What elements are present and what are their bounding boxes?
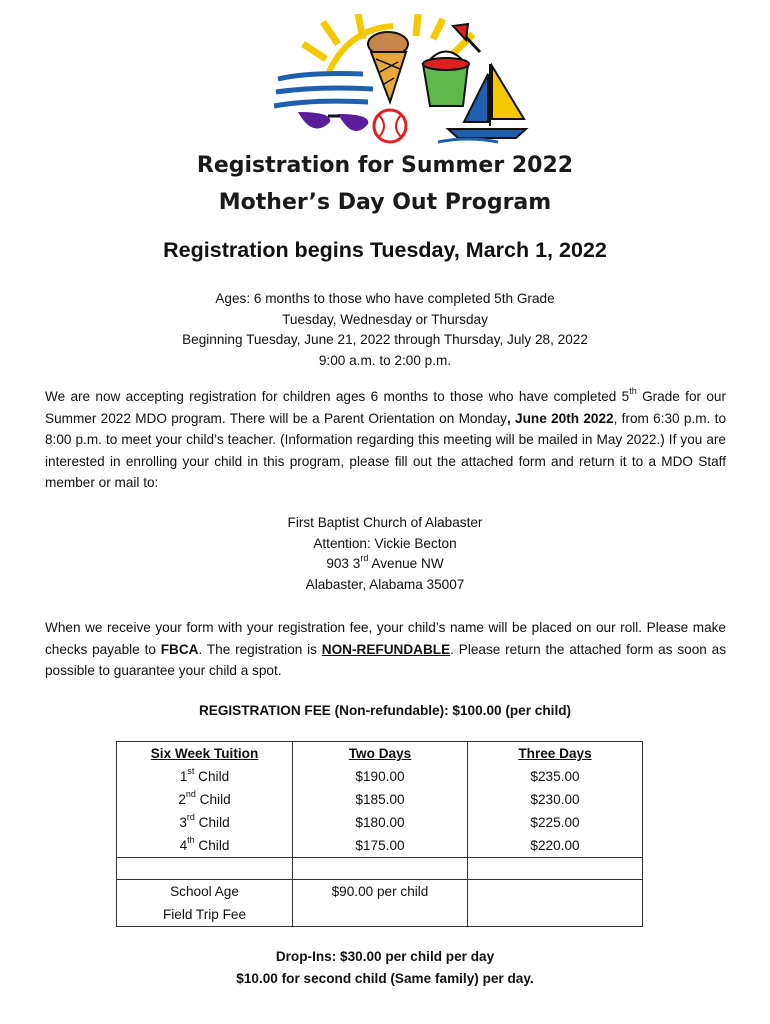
- three-days-price: $220.00: [530, 838, 580, 853]
- dates-text: Beginning Tuesday, June 21, 2022 through Thursday, July 28, 2022: [182, 332, 588, 347]
- three-days-price: $230.00: [530, 792, 580, 807]
- two-days-price: $185.00: [355, 792, 405, 807]
- ages-text: Ages: 6 months to those who have completed 5th Grade: [215, 291, 555, 306]
- header-three-days: Three Days: [518, 746, 592, 761]
- days-text: Tuesday, Wednesday or Thursday: [282, 311, 488, 327]
- summer-clipart: [268, 14, 530, 144]
- table-row: [117, 880, 643, 927]
- table-row: [117, 742, 643, 858]
- intro-text-2: Grade for our Summer 2022 MDO program. There will be a Parent Orientation on Monday: [45, 389, 727, 426]
- hours-text: 9:00 a.m. to 2:00 p.m.: [318, 352, 452, 368]
- page-title-line1: Registration for Summer 2022: [196, 153, 574, 178]
- header-six-week: Six Week Tuition: [150, 746, 259, 761]
- ice-cream-cone-icon: [368, 32, 408, 102]
- payment-text-2: . The registration is: [198, 641, 322, 657]
- address-line1: First Baptist Church of Alabaster: [287, 515, 483, 530]
- table-cell: [468, 742, 643, 858]
- payment-paragraph: [45, 617, 726, 682]
- table-cell: [117, 858, 293, 880]
- table-cell: [468, 880, 643, 927]
- tuition-table: [116, 741, 643, 927]
- row-label: 2nd Child: [178, 789, 231, 807]
- two-days-price: $175.00: [355, 838, 405, 853]
- address-line3: [0, 554, 770, 575]
- program-details: [0, 289, 770, 371]
- table-cell: [293, 858, 468, 880]
- registration-begins-heading: Registration begins Tuesday, March 1, 2022: [163, 238, 607, 262]
- two-days-price: $190.00: [355, 769, 405, 784]
- field-trip-fee: $90.00 per child: [331, 884, 429, 899]
- baseball-icon: [374, 110, 406, 142]
- table-row: [117, 858, 643, 880]
- field-trip-label-line1: School Age: [170, 884, 239, 899]
- field-trip-label-line2: Field Trip Fee: [162, 907, 247, 922]
- intro-sup: th: [629, 386, 637, 397]
- three-days-price: $235.00: [530, 769, 580, 784]
- page-title-line2: Mother’s Day Out Program: [218, 190, 552, 215]
- non-refundable-text: NON-REFUNDABLE: [321, 641, 451, 657]
- mailing-address: [0, 513, 770, 595]
- registration-fee: REGISTRATION FEE (Non-refundable): $100.00 (per child): [198, 703, 572, 718]
- payment-text-1: When we receive your form with your registration fee, your child’s name will be placed on our roll. Please make checks payable to: [45, 620, 726, 657]
- payment-text-3: . Please return the attached form as soon as possible to guarantee your child a spot.: [45, 641, 726, 679]
- orientation-date: , June 20th 2022: [506, 410, 614, 426]
- header-two-days: Two Days: [348, 746, 412, 761]
- sunglasses-icon: [274, 74, 373, 131]
- address-street-name: Avenue NW: [368, 556, 444, 571]
- row-label: 4th Child: [179, 835, 230, 853]
- address-street-number: 903 3: [326, 556, 361, 571]
- sand-bucket-icon: [423, 52, 469, 107]
- payee-name: FBCA: [160, 641, 199, 657]
- table-cell: [293, 880, 468, 927]
- drop-ins-line1: Drop-Ins: $30.00 per child per day: [275, 949, 495, 964]
- row-label: 1st Child: [179, 766, 230, 784]
- address-line2: Attention: Vickie Becton: [313, 535, 457, 551]
- address-sup: rd: [360, 553, 369, 564]
- row-label: 3rd Child: [179, 812, 230, 830]
- intro-text-1: We are now accepting registration for children ages 6 months to those who have completed 5: [45, 389, 630, 404]
- table-cell: [468, 858, 643, 880]
- table-cell: [117, 742, 293, 858]
- intro-paragraph: [45, 386, 726, 494]
- intro-text-3: , from 6:30 p.m. to 8:00 p.m. to meet your child’s teacher. (Information regarding this meeting will be mailed in May 2022.) If you are interested in enrolling your child in this program, please fill out the attached form and return it to a MDO Staff member or mail to:: [45, 410, 727, 491]
- two-days-price: $180.00: [355, 815, 405, 830]
- table-cell: [117, 880, 293, 927]
- three-days-price: $225.00: [530, 815, 580, 830]
- drop-ins: [0, 946, 770, 990]
- drop-ins-line2: $10.00 for second child (Same family) per day.: [236, 971, 534, 986]
- table-cell: [293, 742, 468, 858]
- address-line4: Alabaster, Alabama 35007: [305, 576, 465, 592]
